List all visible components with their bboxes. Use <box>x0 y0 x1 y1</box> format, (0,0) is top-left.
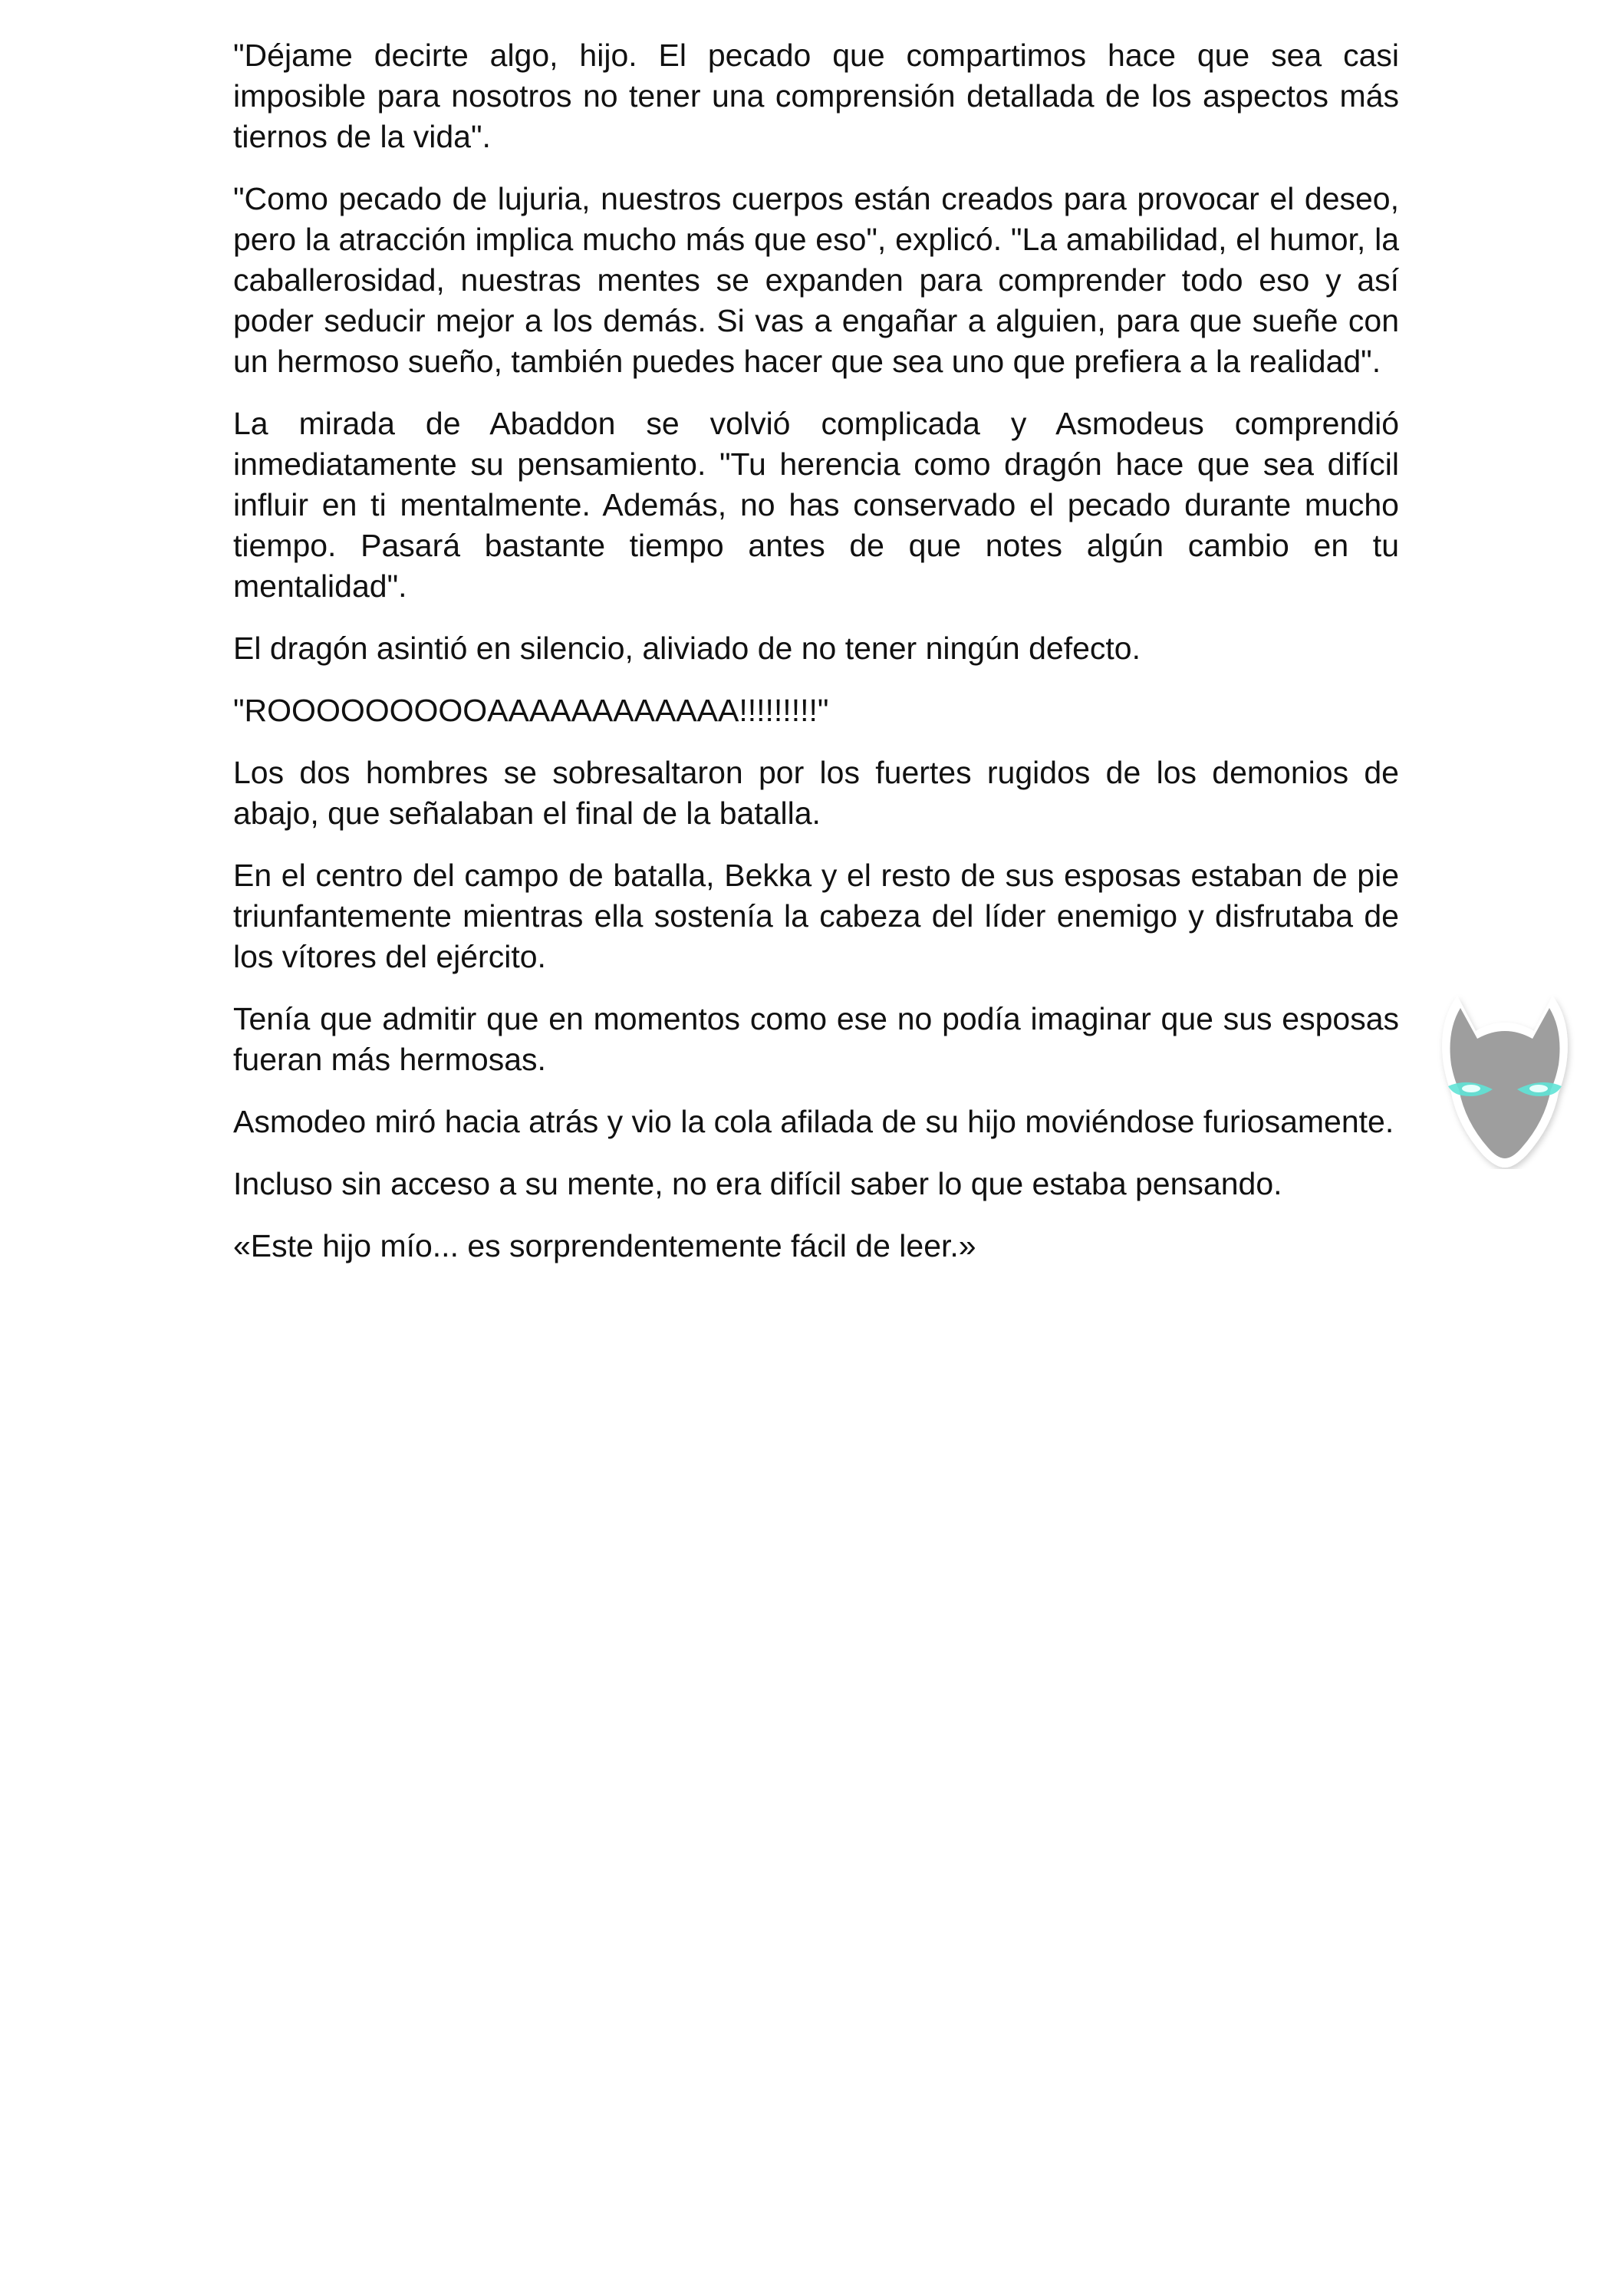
paragraph: La mirada de Abaddon se volvió complicada y Asmodeus comprendió inmediatamente su pensamiento. "Tu herencia como dragón hace que sea difícil influir en ti mentalmente. Además, no has conservado el pecado durante mucho tiempo. Pasará bastante tiempo antes de que notes algún cambio en tu mentalidad". <box>233 406 1399 604</box>
paragraph: «Este hijo mío... es sorprendentemente fácil de leer.» <box>233 1228 976 1263</box>
paragraph: "Déjame decirte algo, hijo. El pecado que compartimos hace que sea casi imposible para nosotros no tener una comprensión detallada de los aspectos más tiernos de la vida". <box>233 38 1399 154</box>
paragraph: Incluso sin acceso a su mente, no era difícil saber lo que estaba pensando. <box>233 1166 1282 1201</box>
paragraph: Tenía que admitir que en momentos como ese no podía imaginar que sus esposas fueran más hermosas. <box>233 1001 1399 1077</box>
demon-head-icon <box>1428 991 1582 1169</box>
document-body <box>233 35 1399 1267</box>
paragraph: Asmodeo miró hacia atrás y vio la cola afilada de su hijo moviéndose furiosamente. <box>233 1104 1394 1139</box>
paragraph: El dragón asintió en silencio, aliviado de no tener ningún defecto. <box>233 631 1141 666</box>
paragraph: En el centro del campo de batalla, Bekka y el resto de sus esposas estaban de pie triunfantemente mientras ella sostenía la cabeza del líder enemigo y disfrutaba de los vítores del ejército. <box>233 858 1399 974</box>
paragraph: Los dos hombres se sobresaltaron por los fuertes rugidos de los demonios de abajo, que señalaban el final de la batalla. <box>233 755 1399 831</box>
paragraph: "ROOOOOOOOOAAAAAAAAAAAA!!!!!!!!!" <box>233 693 829 728</box>
paragraph: "Como pecado de lujuria, nuestros cuerpos están creados para provocar el deseo, pero la atracción implica mucho más que eso", explicó. "La amabilidad, el humor, la caballerosidad, nuestras mentes se expanden para comprender todo eso y así poder seducir mejor a los demás. Si vas a engañar a alguien, para que sueñe con un hermoso sueño, también puedes hacer que sea uno que prefiera a la realidad". <box>233 181 1399 379</box>
